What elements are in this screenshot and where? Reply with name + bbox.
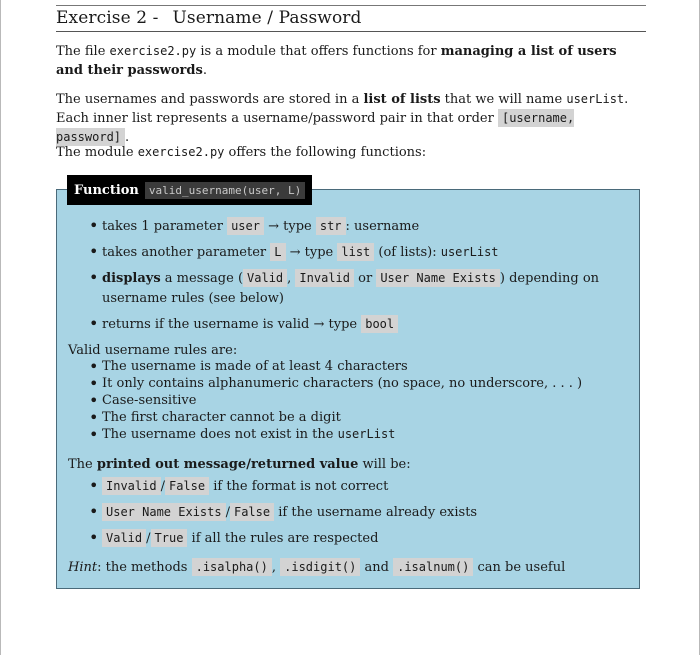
function-bullets bbox=[92, 216, 632, 335]
list-item: • The first character cannot be a digit bbox=[92, 409, 632, 426]
userlist-code: userList bbox=[566, 92, 625, 106]
list-item: • The username is made of at least 4 characters bbox=[92, 358, 632, 375]
list-item: • Valid / True if all the rules are respected bbox=[92, 528, 632, 549]
hint-label: Hint bbox=[68, 560, 98, 575]
list-item: • returns if the username is valid → type bool bbox=[92, 314, 632, 335]
list-item: • Case-sensitive bbox=[92, 392, 632, 409]
printed-list bbox=[92, 476, 632, 549]
intro-paragraph-3: The module exercise2.py offers the following functions: bbox=[56, 145, 427, 160]
list-item: • It only contains alphanumeric characters (no space, no underscore, . . . ) bbox=[92, 375, 632, 392]
intro-paragraph-1: The file exercise2.py is a module that offers functions for managing a list of users and their passwords. bbox=[56, 44, 617, 78]
list-item: • takes another parameter L → type list (of lists): userList bbox=[92, 242, 632, 263]
exercise-number: Exercise 2 - bbox=[56, 8, 159, 28]
exercise-title bbox=[56, 8, 646, 32]
rules-list bbox=[92, 358, 632, 443]
module-filename: exercise2.py bbox=[109, 44, 197, 58]
list-item: • displays a message ( Valid , Invalid or User Name Exists ) depending on username rules (see below) bbox=[92, 268, 632, 309]
rules-heading: Valid username rules are: bbox=[68, 343, 238, 358]
pair-format-code: [username, password] bbox=[56, 111, 575, 144]
title-top-rule bbox=[56, 5, 646, 6]
printed-heading: The printed out message/returned value will be: bbox=[68, 457, 411, 472]
page-left-border bbox=[0, 0, 1, 655]
exercise-topic: Username / Password bbox=[172, 8, 362, 28]
list-item: • takes 1 parameter user → type str : username bbox=[92, 216, 632, 237]
list-item: • The username does not exist in the userList bbox=[92, 426, 632, 443]
list-item: • User Name Exists / False if the username already exists bbox=[92, 502, 632, 523]
function-header bbox=[67, 175, 312, 205]
hint-line: Hint: the methods .isalpha() , .isdigit() and .isalnum() can be useful bbox=[68, 560, 566, 575]
function-label: Function bbox=[74, 182, 139, 198]
list-item: • Invalid / False if the format is not correct bbox=[92, 476, 632, 497]
function-signature: valid_username(user, L) bbox=[145, 182, 305, 199]
intro-paragraph-2: The usernames and passwords are stored in a list of lists that we will name userList. Each inner list represents a username/password pair in that order [username, password] . bbox=[56, 92, 629, 145]
